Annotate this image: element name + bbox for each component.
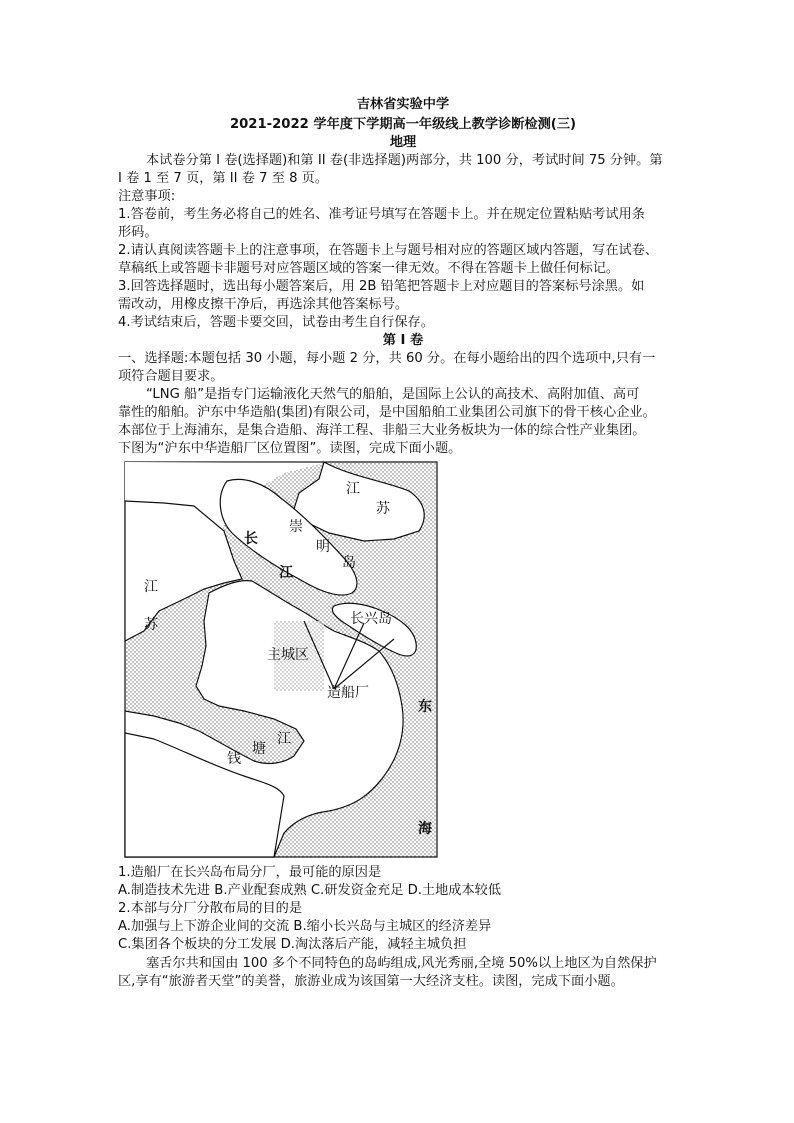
map-label-jiang-4: 江 [277, 731, 291, 747]
map-label-ming: 明 [316, 539, 330, 555]
map-label-su-1: 苏 [376, 501, 390, 517]
section-instr-a: 一、选择题:本题包括 30 小题，每小题 2 分，共 60 分。在每小题给出的四个选项中,只有一 [118, 351, 656, 366]
map-label-qian: 钱 [227, 751, 241, 767]
question-2-options-a: A.加强与上下游企业间的交流 B.缩小长兴岛与主城区的经济差异 [118, 919, 492, 934]
question-1: 1.造船厂在长兴岛布局分厂，最可能的原因是 [118, 865, 382, 880]
note-1b: 形码。 [118, 225, 158, 240]
passage1-line-1: “LNG 船”是指专门运输液化天然气的船舶，是国际上公认的高技术、高附加值、高可 [146, 387, 640, 402]
question-1-options: A.制造技术先进 B.产业配套成熟 C.研发资金充足 D.土地成本较低 [118, 883, 502, 898]
shipyard-location-map [124, 461, 438, 858]
section-instr-b: 项符合题目要求。 [118, 369, 224, 384]
intro-line-1: 本试卷分第 I 卷(选择题)和第 II 卷(非选择题)两部分，共 100 分，考试时间 75 分钟。第 [146, 153, 663, 168]
note-4: 4.考试结束后，答题卡要交回，试卷由考生自行保存。 [118, 315, 434, 330]
note-2b: 草稿纸上或答题卡非题号对应答题区域的答案一律无效。不得在答题卡上做任何标记。 [118, 261, 620, 276]
map-label-jiang-1: 江 [346, 481, 360, 497]
subject-title: 地理 [389, 135, 417, 150]
passage2-line-2: 区,享有“旅游者天堂”的美誉，旅游业成为该国第一大经济支柱。读图，完成下面小题。 [118, 974, 624, 989]
note-3b: 需改动，用橡皮擦干净后，再选涂其他答案标号。 [118, 297, 409, 312]
school-name: 吉林省实验中学 [356, 97, 450, 112]
section-title: 第 I 卷 [382, 333, 424, 348]
map-label-shipyard: 造船厂 [327, 685, 369, 701]
question-2-options-b: C.集团各个板块的分工发展 D.淘汰落后产能，减轻主城负担 [118, 937, 467, 952]
notes-title: 注意事项: [118, 189, 176, 204]
map-label-tang: 塘 [252, 741, 266, 757]
question-2: 2.本部与分厂分散布局的目的是 [118, 901, 303, 916]
map-label-changxing: 长兴岛 [350, 611, 392, 627]
note-2a: 2.请认真阅读答题卡上的注意事项，在答题卡上与题号相对应的答题区域内答题，写在试卷、 [118, 243, 659, 258]
passage1-line-3: 本部位于上海浦东，是集合造船、海洋工程、非船三大业务板块为一体的综合性产业集团。 [118, 423, 646, 438]
note-3a: 3.回答选择题时，选出每小题答案后，用 2B 铅笔把答题卡上对应题目的答案标号涂黑。如 [118, 279, 645, 294]
exam-title: 2021-2022 学年度下学期高一年级线上教学诊断检测(三) [229, 117, 577, 132]
map-label-chong: 崇 [289, 519, 303, 535]
map-label-dao: 岛 [342, 555, 356, 571]
map-label-su-2: 苏 [144, 617, 158, 633]
map-label-main-city: 主城区 [267, 647, 309, 663]
note-1a: 1.答卷前，考生务必将自己的姓名、准考证号填写在答题卡上。并在规定位置粘贴考试用条 [118, 207, 645, 222]
map-label-hai: 海 [418, 821, 432, 837]
passage2-line-1: 塞舌尔共和国由 100 多个不同特色的岛屿组成,风光秀丽,全境 50%以上地区为自然保护 [146, 956, 657, 971]
passage1-line-2: 靠性的船舶。沪东中华造船(集团)有限公司，是中国船舶工业集团公司旗下的骨干核心企业。 [118, 405, 656, 420]
map-label-jiang-2: 江 [279, 565, 293, 581]
intro-line-2: I 卷 1 至 7 页，第 II 卷 7 至 8 页。 [118, 171, 329, 186]
passage1-line-4: 下图为“沪东中华造船厂区位置图”。读图，完成下面小题。 [118, 441, 462, 456]
map-label-chang: 长 [244, 531, 258, 547]
map-label-jiang-3: 江 [144, 579, 158, 595]
map-label-dong: 东 [418, 699, 432, 715]
